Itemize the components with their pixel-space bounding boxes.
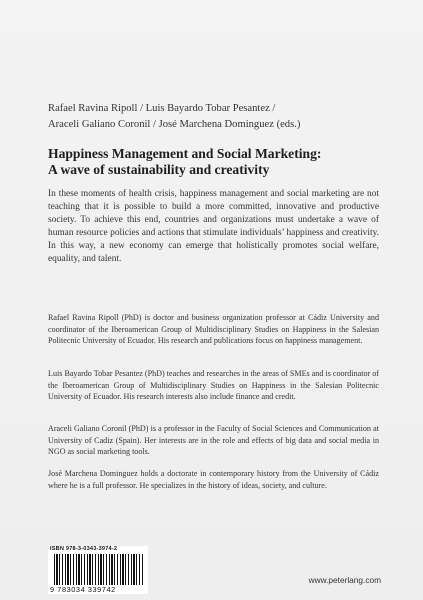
author-bio-galiano: Araceli Galiano Coronil (PhD) is a professor in the Faculty of Social Sciences and Communication at University of Cadiz (Spain). Her interests are in the role and effects of big data and social media in NGO as social marketing tools. xyxy=(48,424,379,457)
author-bio-marchena: José Marchena Dominguez holds a doctorate in contemporary history from the University of Cádiz where he is a full professor. He specializes in the history of ideas, society, and culture. xyxy=(48,469,379,490)
editors-line-2: Araceli Galiano Coronil / José Marchena Dominguez (eds.) xyxy=(48,119,301,130)
author-bio-tobar: Luis Bayardo Tobar Pesantez (PhD) teaches and researches in the areas of SMEs and is coordinator of the Iberoamerican Group of Multidisciplinary Studies on Happiness in the Salesian Politecnic University of Ecuador. His research interests also include finance and credit. xyxy=(48,369,379,402)
editors-list xyxy=(48,101,388,133)
author-bio-ravina: Rafael Ravina Ripoll (PhD) is doctor and business organization professor at Cádiz University and coordinator of the Iberoamerican Group of Multidisciplinary Studies on Happiness in the Salesian Politecnic University of Ecuador. His research and publications focus on happiness management. xyxy=(48,313,379,346)
publisher-website: www.peterlang.com xyxy=(308,575,381,585)
book-title xyxy=(48,146,388,178)
editors-line-1: Rafael Ravina Ripoll / Luis Bayardo Tobar Pesantez / xyxy=(48,103,276,114)
isbn-barcode xyxy=(48,546,148,594)
isbn-label: ISBN 978-3-0343-3974-2 xyxy=(50,546,118,552)
book-title-line-2: A wave of sustainability and creativity xyxy=(48,162,270,177)
book-description: In these moments of health crisis, happiness management and social marketing are not teaching that it is possible to build a more committed, innovative and productive society. To achieve this end, countries and organizations must undertake a wave of human resource policies and actions that stimulate individuals’ happiness and creativity. In this way, a new economy can emerge that holistically promotes social welfare, equality, and talent. xyxy=(48,189,379,264)
barcode-bars xyxy=(54,554,144,585)
barcode-digits: 9 783034 339742 xyxy=(50,585,116,594)
book-title-line-1: Happiness Management and Social Marketing: xyxy=(48,146,322,161)
